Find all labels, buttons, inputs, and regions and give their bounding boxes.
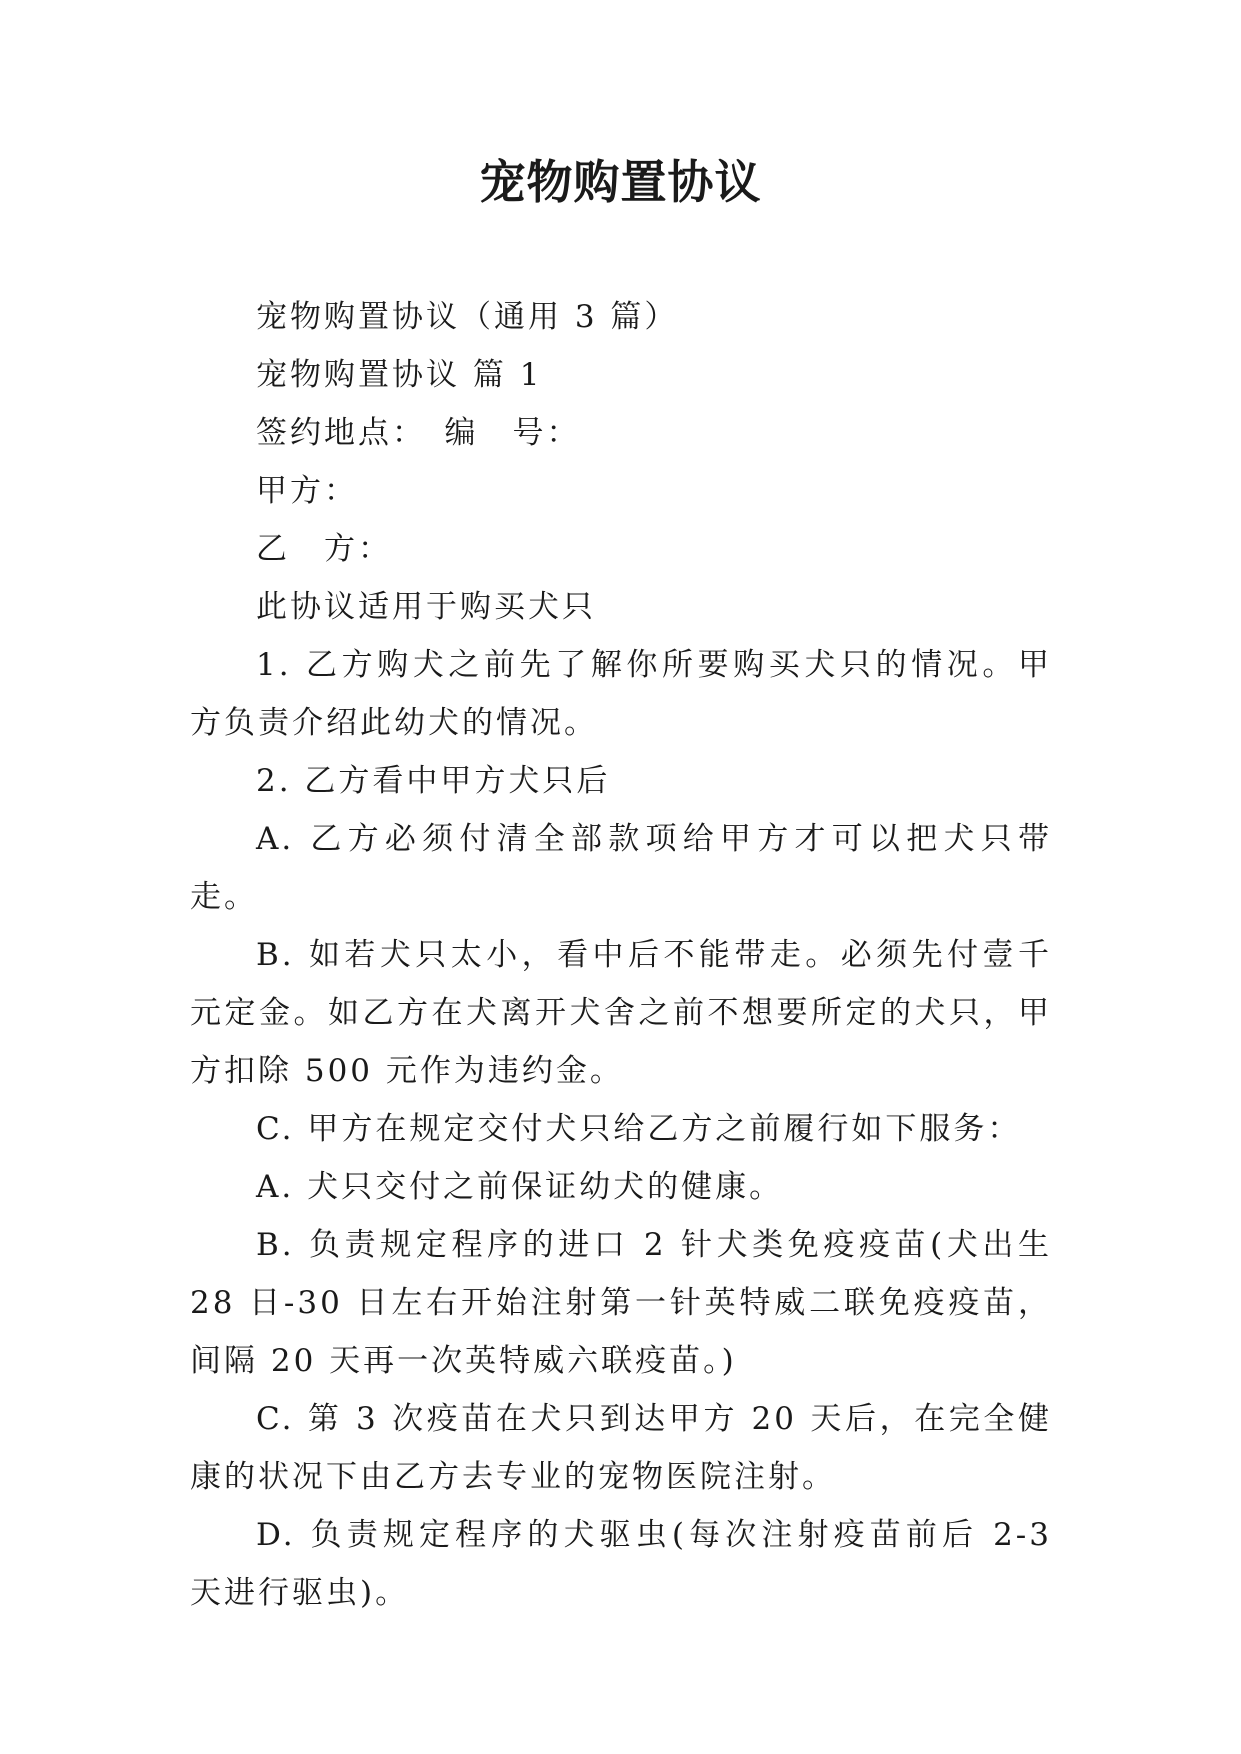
document-body: [190, 288, 1052, 1622]
paragraph-section-heading: 宠物购置协议 篇 1: [256, 357, 543, 393]
paragraph-clause-1: 1. 乙方购犬之前先了解你所要购买犬只的情况。甲方负责介绍此幼犬的情况。: [190, 647, 1052, 741]
paragraph-service-d: D. 负责规定程序的犬驱虫(每次注射疫苗前后 2-3 天进行驱虫)。: [190, 1517, 1052, 1611]
paragraph-service-a: A. 犬只交付之前保证幼犬的健康。: [256, 1169, 784, 1205]
paragraph-service-c: C. 第 3 次疫苗在犬只到达甲方 20 天后，在完全健康的状况下由乙方去专业的宠物医院注射。: [190, 1401, 1052, 1495]
paragraph-clause-2c: C. 甲方在规定交付犬只给乙方之前履行如下服务：: [256, 1111, 1022, 1147]
paragraph-clause-2a: A. 乙方必须付清全部款项给甲方才可以把犬只带走。: [190, 821, 1052, 915]
paragraph-party-b: 乙 方：: [256, 531, 392, 567]
paragraph-subtitle: 宠物购置协议（通用 3 篇）: [256, 299, 679, 335]
paragraph-signing-place: 签约地点： 编 号：: [256, 415, 581, 451]
paragraph-clause-2: 2. 乙方看中甲方犬只后: [256, 763, 611, 799]
document-title: 宠物购置协议: [479, 155, 762, 209]
paragraph-clause-2b: B. 如若犬只太小，看中后不能带走。必须先付壹千元定金。如乙方在犬离开犬舍之前不想要所定的犬只，甲方扣除 500 元作为违约金。: [190, 937, 1052, 1089]
paragraph-party-a: 甲方：: [256, 473, 358, 509]
paragraph-service-b: B. 负责规定程序的进口 2 针犬类免疫疫苗(犬出生 28 日-30 日左右开始注射第一针英特威二联免疫疫苗，间隔 20 天再一次英特威六联疫苗。): [190, 1227, 1052, 1379]
paragraph-scope: 此协议适用于购买犬只: [256, 589, 596, 625]
